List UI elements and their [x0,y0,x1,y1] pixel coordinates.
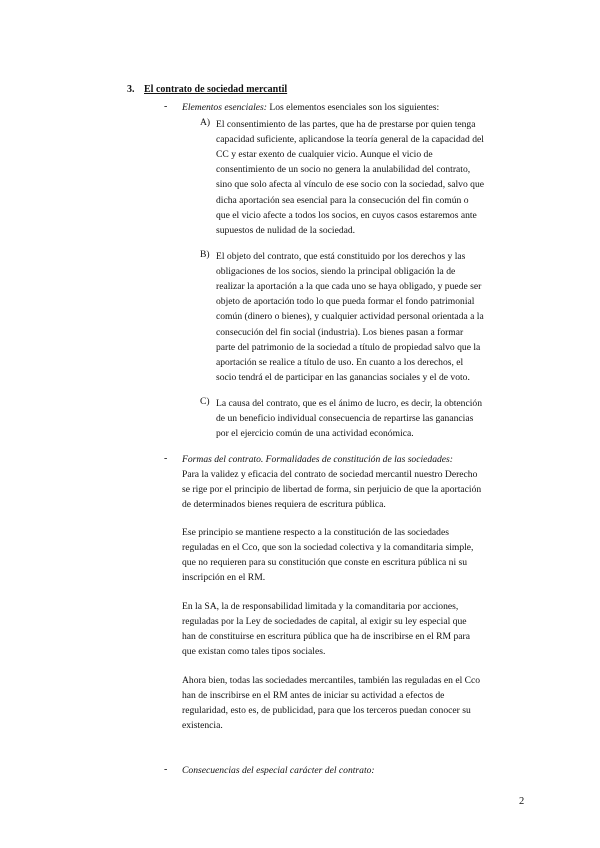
section-title: El contrato de sociedad mercantil [144,84,288,95]
list-item-marker: C) [200,396,210,407]
list-item-line: El objeto del contrato, que está constituido por los derechos y las [216,251,466,262]
paragraph-line: de determinados bienes requiera de escritura pública. [182,499,386,511]
list-item-line: que el vicio afecte a todos los socios, en cuyos casos estaremos ante [216,209,477,221]
paragraph-line: Ese principio se mantiene respecto a la constitución de las sociedades [182,527,449,538]
list-item-line: CC y estar exento de cualquier vicio. Aunque el vicio de [216,149,433,161]
section-number: 3. [127,84,135,95]
consecuencias-heading: Consecuencias del especial carácter del contrato: [182,765,375,776]
paragraph-line: Para la validez y eficacia del contrato de sociedad mercantil nuestro Derecho [182,469,478,480]
section-heading [127,84,287,95]
list-item-line: por el ejercicio común de una actividad económica. [216,428,414,440]
elementos-intro: Los elementos esenciales son los siguientes: [269,102,440,113]
list-item-line: obligaciones de los socios, siendo la principal obligación la de [216,266,456,278]
list-item-line: El consentimiento de las partes, que ha de prestarse por quien tenga [216,119,476,130]
elementos-heading [182,100,439,115]
paragraph-line: reguladas por la Ley de sociedades de capital, al exigir su ley especial que [182,616,467,628]
page-number: 2 [519,796,525,807]
list-item-line: consecución del fin social (industria). Los bienes pasan a formar [216,326,464,338]
list-item-marker: A) [200,117,211,128]
paragraph-line: reguladas en el Cco, que son la sociedad colectiva y la comanditaria simple, [182,542,474,554]
list-item-line: capacidad suficiente, aplicandose la teoría general de la capacidad del [216,134,484,146]
list-item-line: de un beneficio individual consecuencia de repartirse las ganancias [216,413,474,425]
paragraph-line: inscripción en el RM. [182,572,266,584]
paragraph-line: En la SA, la de responsabilidad limitada y la comanditaria por acciones, [182,601,459,612]
bullet-dash: - [164,453,168,464]
paragraph-line: que existan como tales tipos sociales. [182,646,326,658]
paragraph-line: Ahora bien, todas las sociedades mercantiles, también las reguladas en el Cco [182,675,481,686]
list-item-line: dicha aportación sea esencial para la consecución del fin común o [216,194,469,206]
formas-heading: Formas del contrato. Formalidades de constitución de las sociedades: [182,454,453,465]
list-item-line: consentimiento de un socio no genera la anulabilidad del contrato, [216,164,471,176]
list-item-line: supuestos de nulidad de la sociedad. [216,224,356,236]
list-item-marker: B) [200,249,210,260]
list-item-line: aportación se realice a título de uso. En cuanto a los derechos, el [216,356,464,368]
paragraph-line: regularidad, esto es, de publicidad, para que los terceros puedan conocer su [182,705,471,717]
list-item-line: La causa del contrato, que es el ánimo de lucro, es decir, la obtención [216,398,483,409]
elementos-label: Elementos esenciales: [182,102,267,113]
list-item-line: parte del patrimonio de la sociedad a título de propiedad salvo que la [216,341,481,353]
paragraph-line: se rige por el principio de libertad de forma, sin perjuicio de que la aportación [182,484,482,496]
list-item-line: realizar la aportación a la que cada uno se haya obligado, y puede ser [216,281,482,293]
list-item-line: sino que solo afecta al vínculo de ese socio con la sociedad, salvo que [216,179,485,191]
paragraph-line: existencia. [182,720,223,732]
paragraph-line: han de constituirse en escritura pública que ha de inscribirse en el RM para [182,631,470,643]
bullet-dash: - [164,101,168,112]
list-item-line: común (dinero o bienes), y cualquier actividad personal orientada a la [216,311,484,323]
list-item-line: socio tendrá el de participar en las ganancias sociales y el de voto. [216,371,470,383]
list-item-line: objeto de aportación todo lo que pueda formar el fondo patrimonial [216,296,475,308]
paragraph-line: han de inscribirse en el RM antes de iniciar su actividad a efectos de [182,690,445,702]
paragraph-line: que no requieren para su constitución que conste en escritura pública ni su [182,557,468,569]
bullet-dash: - [164,764,168,775]
